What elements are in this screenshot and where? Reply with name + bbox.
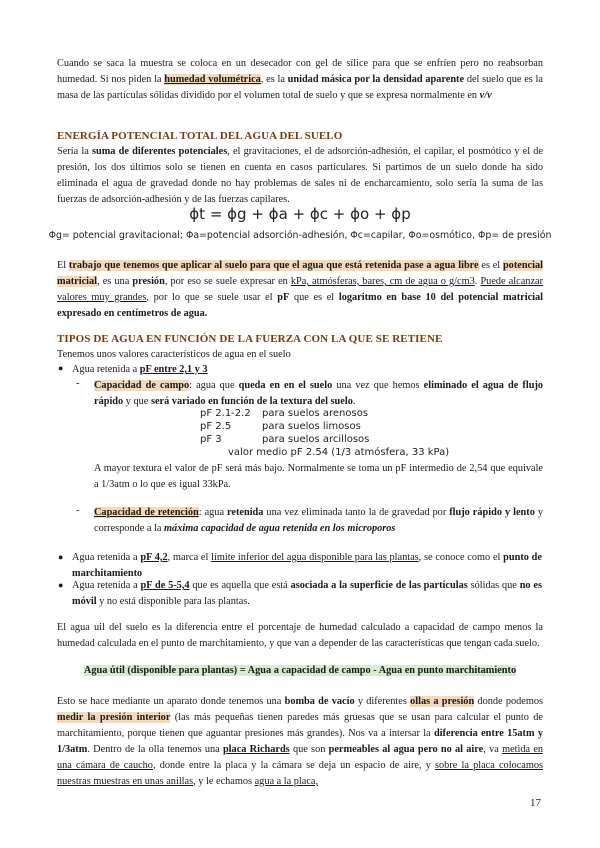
agua-util-equation: Agua útil (disponible para plantas) = Agua a capacidad de campo - Agua en punto marchitamiento xyxy=(83,665,517,676)
intro-paragraph: Cuando se saca la muestra se coloca en un desecador con gel de sílice para que se enfríen pero no reabsorban humedad. Si nos piden la humedad volumétrica, es la unidad másica por la densidad aparente del suelo que es la masa de las partículas sólidas dividido por el volumen total de suelo y que se expresa normalmente en v/v xyxy=(57,58,543,101)
bullet-pf-4-2: Agua retenida a pF 4,2, marca el límite inferior del agua disponible para las plantas, se conoce como el punto de marchitamiento xyxy=(72,552,542,579)
dash-icon: - xyxy=(76,378,80,389)
agua-util-paragraph: El agua uil del suelo es la diferencia entre el porcentaje de humedad calculado a capacidad de campo menos la humedad calculada en el punto de marchitamiento, y que van a depender de las características que tengan cada suelo. xyxy=(57,622,543,649)
pf-row: pF 3 para suelos arcillosos xyxy=(200,434,370,445)
bullet-icon: ● xyxy=(58,363,64,373)
section-heading-tipos-agua: TIPOS DE AGUA EN FUNCIÓN DE LA FUERZA CON LA QUE SE RETIENE xyxy=(57,333,443,345)
capacidad-retencion-item: Capacidad de retención: agua retenida una vez eliminada tanto la de gravedad por flujo rápido y lento y corresponde a la máxima capacidad de agua retenida en los microporos xyxy=(94,507,543,534)
capacidad-retencion-term: Capacidad de retención xyxy=(94,507,199,518)
formula-legend: Φg= potencial gravitacional; Φa=potencial adsorción-adhesión, Φc=capilar, Φo=osmótico, Φp= de presión xyxy=(48,230,552,241)
potencial-matricial-term: potencial matricial xyxy=(57,260,543,287)
capacidad-campo-term: Capacidad de campo xyxy=(94,380,190,391)
section-heading-energia: ENERGÍA POTENCIAL TOTAL DEL AGUA DEL SUELO xyxy=(57,130,343,142)
potencial-matricial-paragraph: El trabajo que tenemos que aplicar al suelo para que el agua que está retenida pase a agua libre es el potencial matricial, es una presión, por eso se suele expresar en kPa, atmósferas, bares, cm de agua o g/cm3. Puede alcanzar valores muy grandes, por lo que se suele usar el pF que es el logaritmo en base 10 del potencial matricial expresado en centímetros de agua. xyxy=(57,260,544,319)
bullet-pf-2-3: Agua retenida a pF entre 2,1 y 3 xyxy=(72,364,208,375)
humedad-volumetrica-term: humedad volumétrica xyxy=(164,74,261,85)
pf-row: pF 2.5 para suelos limosos xyxy=(200,421,361,432)
tipos-intro: Tenemos unos valores característicos de agua en el suelo xyxy=(57,349,291,360)
potential-formula: ϕt = ϕg + ϕa + ϕc + ϕo + ϕp xyxy=(189,205,411,223)
energia-paragraph: Sería la suma de diferentes potenciales, el gravitaciones, el de adsorción-adhesión, el capilar, el posmótico y el de presión, los dos últimos solo se tienen en cuenta en casos particulares. Si partimos de un suelo donde ha sido eliminada el agua de gravedad donde no hay problemas de sales ni de encharcamiento, solo sería la suma de las fuerzas de adsorción-adhesión y de las fuerzas capilares. xyxy=(57,146,544,205)
bullet-icon: ● xyxy=(58,552,64,562)
dash-icon: - xyxy=(76,505,80,516)
pf-row: pF 2.1-2.2 para suelos arenosos xyxy=(200,408,369,419)
capacidad-campo-item: Capacidad de campo: agua que queda en en el suelo una vez que hemos eliminado el agua de flujo rápido y que será variado en función de la textura del suelo. xyxy=(94,380,544,407)
bullet-pf-5-5-4: Agua retenida a pF de 5-5,4 que es aquella que está asociada a la superficie de las partículas sólidas que no es móvil y no está disponible para las plantas. xyxy=(72,580,542,607)
capacidad-campo-note: A mayor textura el valor de pF será más bajo. Normalmente se toma un pF intermedio de 2,54 que equivale a 1/3atm o lo que es igual 33kPa. xyxy=(94,463,543,490)
bullet-icon: ● xyxy=(58,580,64,590)
pf-values-table xyxy=(200,407,449,459)
olla-presion-paragraph: Esto se hace mediante un aparato donde tenemos una bomba de vacío y diferentes ollas a presión donde podemos medir la presión interior (las más pequeñas tienen paredes más gruesas que se usan para calcular el punto de marchitamiento, porque tienen que aguantar presiones más grandes). Nos va a intersar la diferencia entre 15atm y 1/3atm. Dentro de la olla tenemos una placa Richards que son permeables al agua pero no al aire, va metida en una cámara de caucho, donde entre la placa y la cámara se deja un espacio de aire, y sobre la placa colocamos nuestras muestras en unas anillas, y le echamos agua a la placa, xyxy=(57,696,544,787)
page-number: 17 xyxy=(530,797,541,809)
pf-mean-row: valor medio pF 2.54 (1/3 atmósfera, 33 kPa) xyxy=(228,447,450,458)
